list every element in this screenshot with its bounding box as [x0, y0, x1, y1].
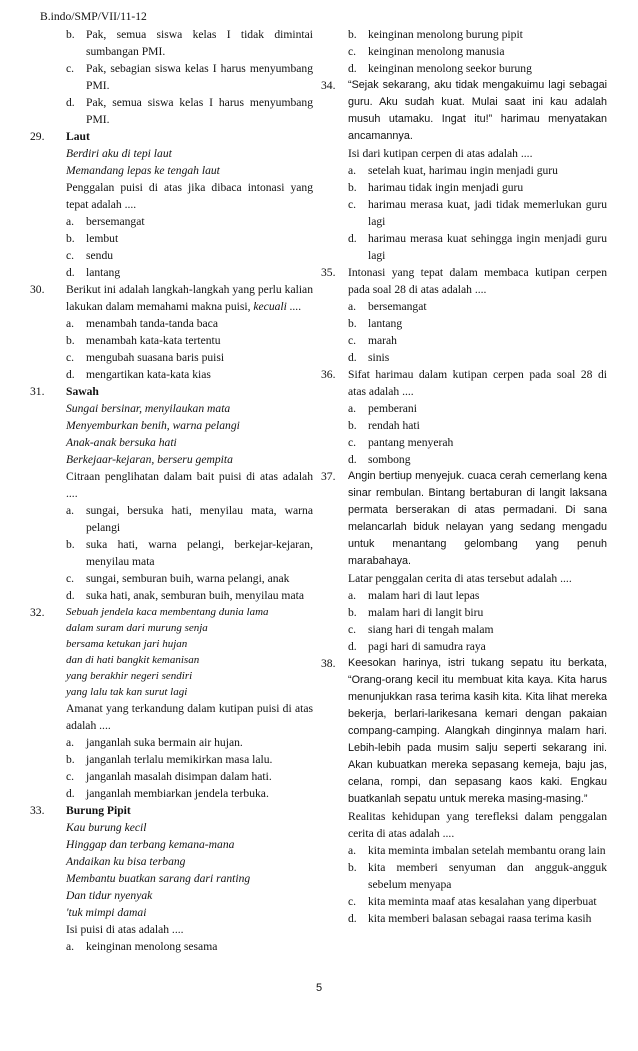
poem-line: dan di hati bangkit kemanisan — [66, 654, 200, 666]
poem-line: yang berakhir negeri sendiri — [66, 670, 193, 682]
question-prompt: Penggalan puisi di atas jika dibaca intonasi yang tepat adalah .... — [66, 181, 313, 211]
continuation-options — [30, 26, 313, 128]
poem-line: Anak-anak bersuka hati — [66, 436, 177, 449]
option-d[interactable]: d. lantang — [66, 266, 121, 279]
option-a[interactable]: a. keinginan menolong sesama — [66, 940, 218, 953]
option[interactable]: b. Pak, semua siswa kelas I tidak dimintai sumbangan PMI. — [66, 28, 313, 58]
left-column — [30, 26, 313, 955]
option-d[interactable]: d. janganlah membiarkan jendela terbuka. — [66, 787, 269, 800]
option[interactable]: d. Pak, semua siswa kelas I harus menyumbang PMI. — [66, 96, 313, 126]
question-prompt: Latar penggalan cerita di atas tersebut adalah .... — [348, 572, 572, 585]
option-c[interactable]: c. sendu — [66, 249, 114, 262]
passage: Keesokan harinya, istri tukang sepatu itu berkata, “Orang-orang kecil itu membuat kita kaya. Kita harus menunjukkan rasa terima kasih kita. Kita lihat mereka bekerja, berlari-larikesana kemari dengan pakaian compang-camping. Alangkah dinginnya malam hari. Lebih-lebih pada musim salju seperti sekarang ini. Akan kubuatkan mereka sepasang kemeja, baju jas, celana, rompi, dan sepasang kaos kaki. Engkau buatkanlah sepatu untuk mereka masing-masing.” — [348, 657, 607, 805]
option-d[interactable]: d. suka hati, anak, semburan buih, menyilau mata — [66, 589, 304, 602]
question-30 — [30, 281, 313, 383]
page-header: B.indo/SMP/VII/11-12 — [40, 10, 147, 23]
option-b[interactable]: b. menambah kata-kata tertentu — [66, 334, 221, 347]
option-c[interactable]: c. janganlah masalah disimpan dalam hati. — [66, 770, 272, 783]
question-37 — [321, 468, 607, 655]
question-32 — [30, 604, 313, 802]
question-prompt: Intonasi yang tepat dalam membaca kutipan cerpen pada soal 28 di atas adalah .... — [348, 266, 607, 296]
question-number: 32. — [30, 606, 45, 619]
option-d[interactable]: d. mengartikan kata-kata kias — [66, 368, 211, 381]
poem-line: bersama ketukan jari hujan — [66, 638, 188, 650]
question-number: 31. — [30, 385, 45, 398]
option-c[interactable]: c. pantang menyerah — [348, 436, 454, 449]
question-prompt: Amanat yang terkandung dalam kutipan puisi di atas adalah .... — [66, 702, 313, 732]
question-35 — [321, 264, 607, 366]
option[interactable]: b. keinginan menolong burung pipit — [348, 28, 523, 41]
option-a[interactable]: a. pemberani — [348, 402, 417, 415]
question-number: 33. — [30, 804, 45, 817]
option-a[interactable]: a. setelah kuat, harimau ingin menjadi guru — [348, 164, 558, 177]
option-d[interactable]: d. kita memberi balasan sebagai raasa terima kasih — [348, 912, 592, 925]
poem-line: Berkejaar-kejaran, berseru gempita — [66, 453, 233, 466]
poem-line: Membantu buatkan sarang dari ranting — [66, 872, 251, 885]
question-33 — [30, 802, 313, 955]
option-c[interactable]: c. marah — [348, 334, 397, 347]
poem-line: Andaikan ku bisa terbang — [66, 855, 186, 868]
question-prompt: Citraan penglihatan dalam bait puisi di atas adalah .... — [66, 470, 313, 500]
right-column — [321, 26, 607, 927]
option-c[interactable]: c. mengubah suasana baris puisi — [66, 351, 225, 364]
option-b[interactable]: b. harimau tidak ingin menjadi guru — [348, 181, 524, 194]
poem-line: dalam suram dari murung senja — [66, 622, 208, 634]
question-31 — [30, 383, 313, 604]
poem-line: Menyemburkan benih, warna pelangi — [66, 419, 240, 432]
option-a[interactable]: a. bersemangat — [66, 215, 145, 228]
page-number: 5 — [315, 982, 323, 994]
option[interactable]: d. keinginan menolong seekor burung — [348, 62, 532, 75]
option-d[interactable]: d. sinis — [348, 351, 390, 364]
option-c[interactable]: c. harimau merasa kuat, jadi tidak memerlukan guru lagi — [348, 198, 607, 228]
continuation-options — [321, 26, 607, 77]
option-b[interactable]: b. lantang — [348, 317, 403, 330]
option-d[interactable]: d. harimau merasa kuat sehingga ingin menjadi guru lagi — [348, 232, 607, 262]
option-c[interactable]: c. kita meminta maaf atas kesalahan yang diperbuat — [348, 895, 597, 908]
option-b[interactable]: b. kita memberi senyuman dan angguk-angguk sebelum menyapa — [348, 861, 607, 891]
question-number: 30. — [30, 283, 45, 296]
poem-line: Sebuah jendela kaca membentang dunia lama — [66, 606, 269, 618]
question-number: 35. — [321, 266, 336, 279]
question-prompt: Realitas kehidupan yang terefleksi dalam penggalan cerita di atas adalah .... — [348, 810, 607, 840]
question-38 — [321, 655, 607, 927]
poem-line: 'tuk mimpi damai — [66, 906, 147, 919]
poem-title: Sawah — [66, 385, 99, 398]
poem-line: Hinggap dan terbang kemana-mana — [66, 838, 235, 851]
passage: “Sejak sekarang, aku tidak mengakuimu lagi sebagai guru. Aku sudah kuat. Mulai saat ini kau adalah musuh utamaku. Ingat itu!” harimau menyatakan ancamannya. — [348, 79, 607, 142]
question-number: 34. — [321, 79, 336, 92]
question-36 — [321, 366, 607, 468]
question-prompt: Sifat harimau dalam kutipan cerpen pada soal 28 di atas adalah .... — [348, 368, 607, 398]
question-prompt: Berikut ini adalah langkah-langkah yang perlu kalian lakukan dalam memahami makna puisi, kecuali .... — [66, 283, 313, 313]
question-number: 29. — [30, 130, 45, 143]
option-d[interactable]: d. sombong — [348, 453, 411, 466]
poem-line: yang lalu tak kan surut lagi — [66, 686, 188, 698]
option[interactable]: c. Pak, sebagian siswa kelas I harus menyumbang PMI. — [66, 62, 313, 92]
option-b[interactable]: b. rendah hati — [348, 419, 420, 432]
option-b[interactable]: b. janganlah terlalu memikirkan masa lalu. — [66, 753, 273, 766]
question-number: 38. — [321, 657, 336, 670]
poem-line: Memandang lepas ke tengah laut — [66, 164, 220, 177]
question-34 — [321, 77, 607, 264]
poem-line: Kau burung kecil — [66, 821, 147, 834]
option-a[interactable]: a. bersemangat — [348, 300, 427, 313]
prompt-italic: kecuali .... — [253, 300, 302, 313]
option-a[interactable]: a. kita meminta imbalan setelah membantu orang lain — [348, 844, 606, 857]
poem-title: Burung Pipit — [66, 804, 131, 817]
poem-line: Berdiri aku di tepi laut — [66, 147, 172, 160]
passage: Angin bertiup menyejuk. cuaca cerah cemerlang kena sinar rembulan. Bintang bertaburan di langit laksana permata berserakan di atas permadani. Di sana melancarlah biduk nelayan yang sedang mengadu untuk menantang gelombang yang penuh marabahaya. — [348, 470, 607, 567]
option-b[interactable]: b. lembut — [66, 232, 119, 245]
question-prompt: Isi dari kutipan cerpen di atas adalah .... — [348, 147, 533, 160]
option-a[interactable]: a. janganlah suka bermain air hujan. — [66, 736, 243, 749]
question-29 — [30, 128, 313, 281]
option-b[interactable]: b. suka hati, warna pelangi, berkejar-kejaran, menyilau mata — [66, 538, 313, 568]
option-d[interactable]: d. pagi hari di samudra raya — [348, 640, 486, 653]
question-number: 37. — [321, 470, 336, 483]
option-a[interactable]: a. sungai, bersuka hati, menyilau mata, warna pelangi — [66, 504, 313, 534]
poem-line: Dan tidur nyenyak — [66, 889, 153, 902]
option[interactable]: c. keinginan menolong manusia — [348, 45, 505, 58]
option-c[interactable]: c. sungai, semburan buih, warna pelangi, anak — [66, 572, 290, 585]
poem-title: Laut — [66, 130, 90, 143]
option-a[interactable]: a. menambah tanda-tanda baca — [66, 317, 218, 330]
option-b[interactable]: b. malam hari di langit biru — [348, 606, 484, 619]
option-a[interactable]: a. malam hari di laut lepas — [348, 589, 480, 602]
option-c[interactable]: c. siang hari di tengah malam — [348, 623, 494, 636]
question-prompt: Isi puisi di atas adalah .... — [66, 923, 184, 936]
question-number: 36. — [321, 368, 336, 381]
poem-line: Sungai bersinar, menyilaukan mata — [66, 402, 231, 415]
